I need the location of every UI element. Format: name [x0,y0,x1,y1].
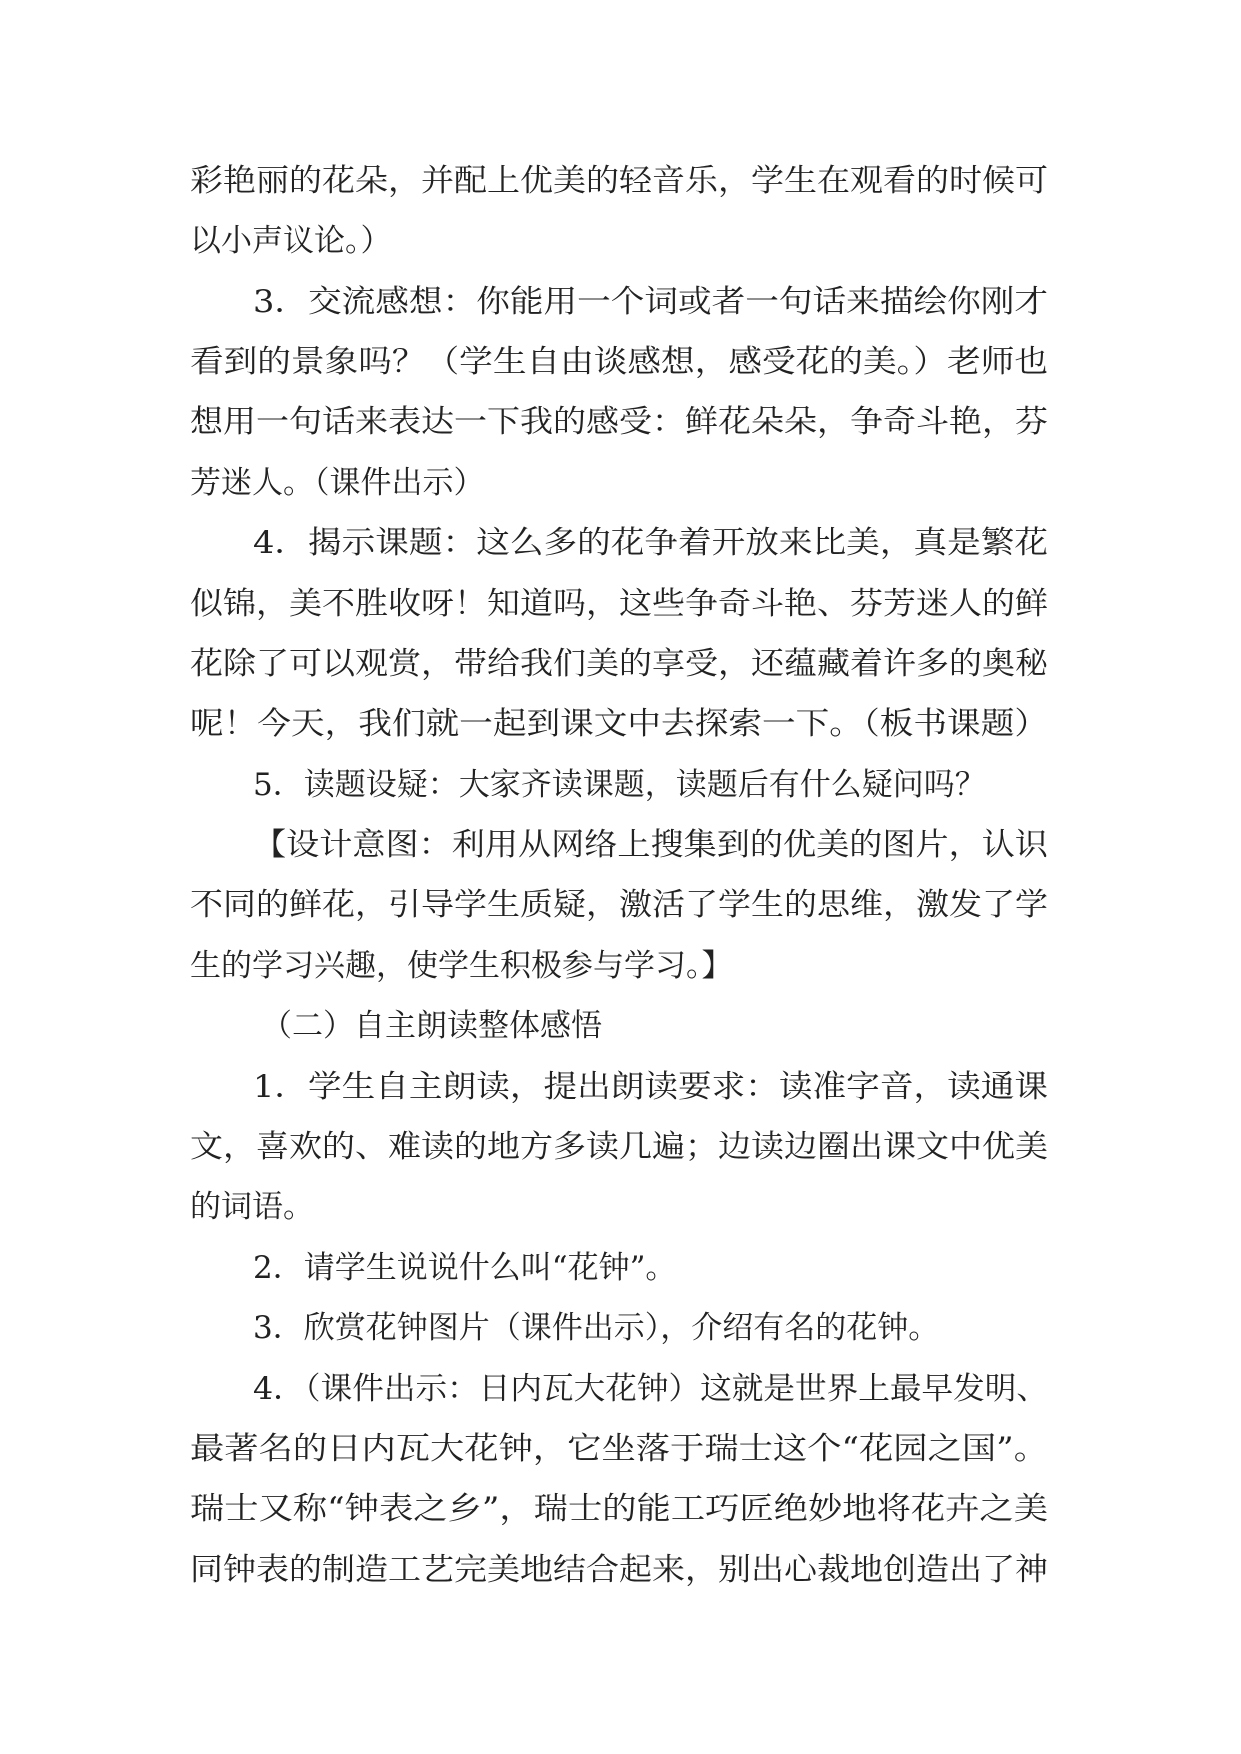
section-heading: （二）自主朗读整体感悟 [261,1008,602,1044]
text-line: 芳迷人。（课件出示） [190,465,485,501]
text-line: 1．学生自主朗读，提出朗读要求：读准字音，读通课 [253,1069,1048,1105]
text-line: 2．请学生说说什么叫“花钟”。 [253,1250,677,1286]
text-line: 想用一句话来表达一下我的感受：鲜花朵朵，争奇斗艳，芬 [190,404,1048,440]
text-line: 4．（课件出示：日内瓦大花钟）这就是世界上最早发明、 [253,1371,1048,1407]
text-line: 3．交流感想：你能用一个词或者一句话来描绘你刚才 [253,284,1048,320]
text-line: 不同的鲜花，引导学生质疑，激活了学生的思维，激发了学 [190,887,1048,923]
text-line: 的词语。 [190,1189,314,1225]
text-line: 看到的景象吗？（学生自由谈感想，感受花的美。）老师也 [190,344,1048,380]
text-line: 【设计意图：利用从网络上搜集到的优美的图片，认识 [253,827,1048,863]
text-line: 3．欣赏花钟图片（课件出示），介绍有名的花钟。 [253,1310,940,1346]
text-line: 似锦，美不胜收呀！知道吗，这些争奇斗艳、芬芳迷人的鲜 [190,586,1048,622]
text-line: 文，喜欢的、难读的地方多读几遍；边读边圈出课文中优美 [190,1129,1048,1165]
text-line: 同钟表的制造工艺完美地结合起来，别出心裁地创造出了神 [190,1552,1048,1588]
text-line: 以小声议论。） [190,223,392,259]
text-line: 最著名的日内瓦大花钟，它坐落于瑞士这个“花园之国”。 [190,1431,1048,1467]
text-line: 4．揭示课题：这么多的花争着开放来比美，真是繁花 [253,525,1048,561]
text-line: 花除了可以观赏，带给我们美的享受，还蕴藏着许多的奥秘 [190,646,1048,682]
text-line: 生的学习兴趣，使学生积极参与学习。】 [190,948,733,984]
text-line: 5．读题设疑：大家齐读课题，读题后有什么疑问吗？ [253,767,986,803]
text-line: 瑞士又称“钟表之乡”，瑞士的能工巧匠绝妙地将花卉之美 [190,1491,1048,1527]
text-line: 呢！今天，我们就一起到课文中去探索一下。（板书课题） [190,706,1048,742]
text-line: 彩艳丽的花朵，并配上优美的轻音乐，学生在观看的时候可 [190,163,1048,199]
